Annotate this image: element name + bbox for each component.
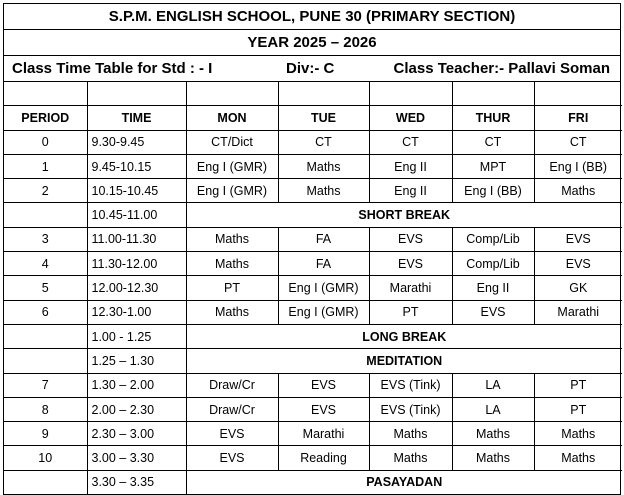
header-row [4, 106, 622, 130]
period-row [4, 154, 622, 178]
period-row [4, 397, 622, 421]
subject-cell: Maths [186, 252, 278, 276]
time-cell: 12.30-1.00 [87, 300, 186, 324]
subject-cell: Maths [369, 446, 452, 470]
subject-cell: Reading [278, 446, 369, 470]
break-label: LONG BREAK [186, 324, 622, 348]
subject-cell: CT [278, 130, 369, 154]
column-header: FRI [534, 106, 622, 130]
subject-cell: EVS [534, 252, 622, 276]
subject-cell: FA [278, 252, 369, 276]
period-cell: 6 [4, 300, 87, 324]
break-label: SHORT BREAK [186, 203, 622, 227]
time-cell: 2.00 – 2.30 [87, 397, 186, 421]
break-label: PASAYADAN [186, 470, 622, 494]
subject-cell: Marathi [534, 300, 622, 324]
period-cell: 5 [4, 276, 87, 300]
period-row [4, 179, 622, 203]
period-cell: 10 [4, 446, 87, 470]
subject-cell: Eng I (GMR) [186, 179, 278, 203]
subject-cell: Eng II [369, 179, 452, 203]
time-cell: 9.30-9.45 [87, 130, 186, 154]
subject-cell: CT [369, 130, 452, 154]
time-cell: 10.15-10.45 [87, 179, 186, 203]
column-header: PERIOD [4, 106, 87, 130]
column-header: MON [186, 106, 278, 130]
period-cell: 9 [4, 422, 87, 446]
column-header: THUR [452, 106, 534, 130]
subject-cell: Marathi [278, 422, 369, 446]
period-row [4, 446, 622, 470]
subject-cell: PT [534, 397, 622, 421]
period-row [4, 300, 622, 324]
period-cell [4, 203, 87, 227]
break-row [4, 203, 622, 227]
subject-cell: PT [186, 276, 278, 300]
subject-cell: Maths [534, 422, 622, 446]
period-cell: 4 [4, 252, 87, 276]
break-row [4, 324, 622, 348]
division-label: Div:- C [286, 60, 335, 77]
time-cell: 1.30 – 2.00 [87, 373, 186, 397]
subject-cell: EVS [186, 422, 278, 446]
subject-cell: LA [452, 397, 534, 421]
period-cell: 2 [4, 179, 87, 203]
time-cell: 2.30 – 3.00 [87, 422, 186, 446]
period-cell [4, 324, 87, 348]
subject-cell: Maths [452, 446, 534, 470]
subject-cell: Comp/Lib [452, 227, 534, 251]
subject-cell: EVS (Tink) [369, 373, 452, 397]
academic-year: YEAR 2025 – 2026 [4, 30, 620, 56]
subject-cell: FA [278, 227, 369, 251]
subject-cell: EVS [452, 300, 534, 324]
subject-cell: PT [534, 373, 622, 397]
break-row [4, 349, 622, 373]
subject-cell: CT/Dict [186, 130, 278, 154]
subject-cell: Maths [534, 179, 622, 203]
break-row [4, 470, 622, 494]
period-cell: 1 [4, 154, 87, 178]
time-cell: 9.45-10.15 [87, 154, 186, 178]
break-label: MEDITATION [186, 349, 622, 373]
subject-cell: Maths [186, 300, 278, 324]
subject-cell: Eng I (GMR) [278, 300, 369, 324]
period-row [4, 276, 622, 300]
subject-cell: Draw/Cr [186, 373, 278, 397]
subject-cell: EVS [278, 397, 369, 421]
subject-cell: Eng II [369, 154, 452, 178]
period-cell [4, 349, 87, 373]
period-cell [4, 470, 87, 494]
period-cell: 3 [4, 227, 87, 251]
subject-cell: Eng I (GMR) [278, 276, 369, 300]
blank-row [4, 82, 622, 106]
time-cell: 11.30-12.00 [87, 252, 186, 276]
column-header: TUE [278, 106, 369, 130]
subject-cell: Eng II [452, 276, 534, 300]
period-cell: 0 [4, 130, 87, 154]
period-row [4, 422, 622, 446]
subject-cell: Maths [278, 179, 369, 203]
time-cell: 1.25 – 1.30 [87, 349, 186, 373]
subject-cell: Eng I (BB) [452, 179, 534, 203]
subject-cell: Maths [452, 422, 534, 446]
subject-cell: Eng I (BB) [534, 154, 622, 178]
subject-cell: EVS [369, 227, 452, 251]
subject-cell: EVS [278, 373, 369, 397]
period-row [4, 373, 622, 397]
subject-cell: Comp/Lib [452, 252, 534, 276]
period-row [4, 130, 622, 154]
subject-cell: Draw/Cr [186, 397, 278, 421]
subject-cell: Eng I (GMR) [186, 154, 278, 178]
time-cell: 10.45-11.00 [87, 203, 186, 227]
period-cell: 8 [4, 397, 87, 421]
period-cell: 7 [4, 373, 87, 397]
timetable-sheet [3, 3, 621, 495]
class-teacher-label: Class Teacher:- Pallavi Soman [393, 60, 610, 77]
subject-cell: Maths [369, 422, 452, 446]
subject-cell: EVS (Tink) [369, 397, 452, 421]
class-label: Class Time Table for Std : - I [12, 60, 213, 77]
subject-cell: CT [534, 130, 622, 154]
timetable [4, 82, 622, 494]
subject-cell: GK [534, 276, 622, 300]
subject-cell: Marathi [369, 276, 452, 300]
subject-cell: LA [452, 373, 534, 397]
time-cell: 11.00-11.30 [87, 227, 186, 251]
subject-cell: Maths [278, 154, 369, 178]
subject-cell: PT [369, 300, 452, 324]
column-header: WED [369, 106, 452, 130]
subject-cell: EVS [369, 252, 452, 276]
subject-cell: Maths [534, 446, 622, 470]
time-cell: 3.00 – 3.30 [87, 446, 186, 470]
period-row [4, 227, 622, 251]
time-cell: 1.00 - 1.25 [87, 324, 186, 348]
subject-cell: EVS [534, 227, 622, 251]
period-row [4, 252, 622, 276]
time-cell: 3.30 – 3.35 [87, 470, 186, 494]
subject-cell: CT [452, 130, 534, 154]
subject-cell: EVS [186, 446, 278, 470]
column-header: TIME [87, 106, 186, 130]
subject-cell: MPT [452, 154, 534, 178]
subject-cell: Maths [186, 227, 278, 251]
class-info-row [4, 56, 620, 82]
school-title: S.P.M. ENGLISH SCHOOL, PUNE 30 (PRIMARY SECTION) [4, 4, 620, 30]
time-cell: 12.00-12.30 [87, 276, 186, 300]
